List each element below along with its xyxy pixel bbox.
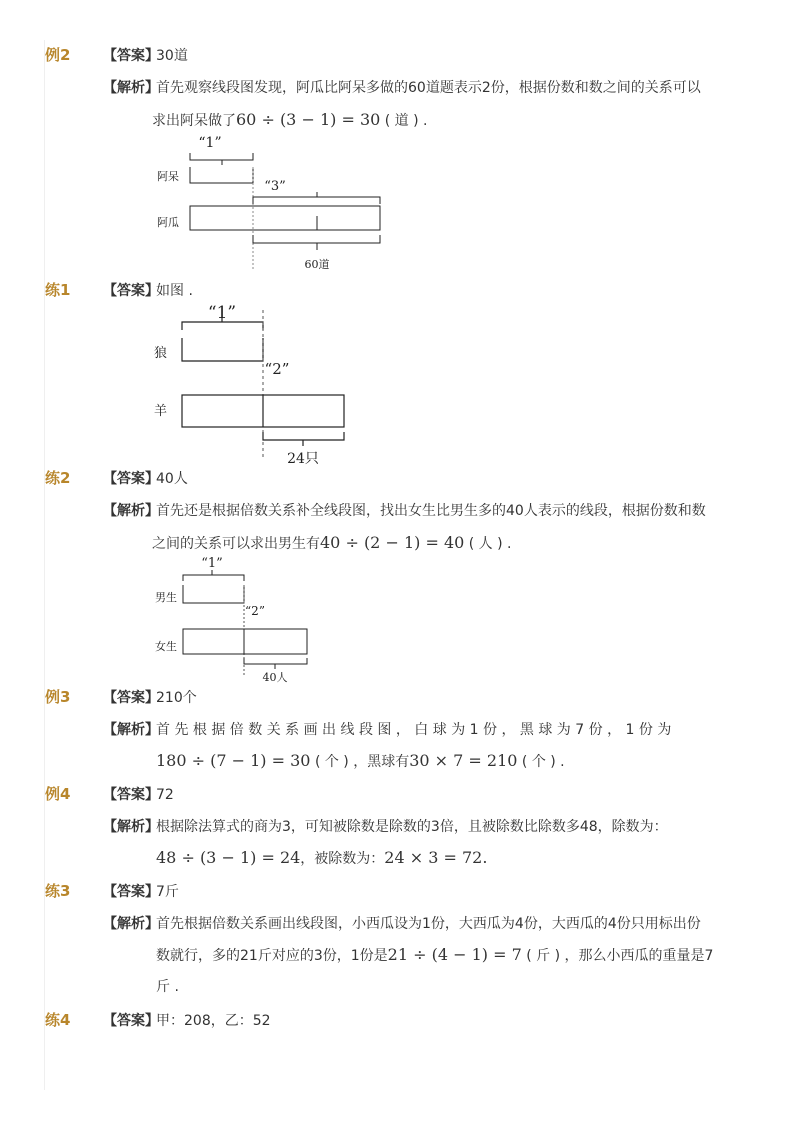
item-label: 练3 bbox=[45, 882, 71, 900]
analysis-line: 180 ÷ (7 − 1) = 30 ( 个 ) ，黑球有30 × 7 = 210 ( 个 ) . bbox=[156, 751, 565, 770]
analysis-line: 斤 . bbox=[156, 979, 179, 995]
row-label-1: 男生 bbox=[155, 591, 177, 604]
analysis-line: 首先根据倍数关系画出线段图，小西瓜设为1份，大西瓜为4份，大西瓜的4份只用标出份 bbox=[156, 916, 701, 932]
part-label-1: “1” bbox=[207, 303, 237, 323]
answer-tag: 【答案】 bbox=[103, 690, 159, 706]
part-label-1: “1” bbox=[201, 556, 223, 571]
item-label: 练2 bbox=[45, 469, 71, 487]
analysis-line: 首 先 根 据 倍 数 关 系 画 出 线 段 图 ， 白 球 为 1 份 ， 黑 球 为 7 份 ， 1 份 为 bbox=[156, 722, 672, 738]
segment-diagram bbox=[150, 300, 370, 470]
answer-tag: 【答案】 bbox=[103, 884, 159, 900]
analysis-line: 根据除法算式的商为3，可知被除数是除数的3倍，且被除数比除数多48，除数为： bbox=[156, 819, 668, 835]
answer-text: 甲：208，乙：52 bbox=[156, 1013, 271, 1029]
answer-tag: 【答案】 bbox=[103, 471, 159, 487]
left-margin-line bbox=[44, 40, 45, 1090]
analysis-tag: 【解析】 bbox=[103, 80, 159, 96]
analysis-tag: 【解析】 bbox=[103, 819, 159, 835]
analysis-line: 48 ÷ (3 − 1) = 24，被除数为：24 × 3 = 72. bbox=[156, 848, 488, 867]
analysis-line: 数就行，多的21斤对应的3份，1份是21 ÷ (4 − 1) = 7 ( 斤 ) ，那么小西瓜的重量是7 bbox=[156, 945, 714, 964]
answer-text: 如图 . bbox=[156, 283, 193, 299]
analysis-tag: 【解析】 bbox=[103, 503, 159, 519]
answer-text: 72 bbox=[156, 787, 174, 803]
item-label: 例2 bbox=[45, 46, 71, 64]
analysis-line: 首先还是根据倍数关系补全线段图，找出女生比男生多的40人表示的线段，根据份数和数 bbox=[156, 503, 706, 519]
segment-row1 bbox=[183, 585, 244, 603]
part-label-3: “3” bbox=[264, 179, 286, 194]
total-label: 40人 bbox=[262, 671, 288, 684]
item-label: 练4 bbox=[45, 1011, 71, 1029]
brace-top bbox=[183, 570, 244, 581]
segment-diagram bbox=[150, 135, 400, 270]
answer-text: 210个 bbox=[156, 690, 197, 706]
analysis-line: 之间的关系可以求出男生有40 ÷ (2 − 1) = 40 ( 人 ) . bbox=[152, 533, 512, 552]
row-label-2: 羊 bbox=[154, 404, 168, 419]
brace-bottom bbox=[263, 432, 344, 446]
row-label-2: 女生 bbox=[155, 640, 177, 653]
row-label-2: 阿瓜 bbox=[157, 216, 179, 229]
brace-bottom bbox=[253, 235, 380, 250]
segment-row2 bbox=[190, 206, 380, 230]
equation: 24 × 3 = 72. bbox=[384, 848, 488, 867]
equation: 21 ÷ (4 − 1) = 7 bbox=[387, 945, 522, 964]
item-label: 例4 bbox=[45, 785, 71, 803]
item-label: 练1 bbox=[45, 281, 71, 299]
row-label-1: 阿呆 bbox=[157, 170, 179, 183]
equation: 40 ÷ (2 − 1) = 40 bbox=[320, 533, 465, 552]
row-label-1: 狼 bbox=[154, 346, 168, 361]
equation: 48 ÷ (3 − 1) = 24 bbox=[156, 848, 301, 867]
equation: 60 ÷ (3 − 1) = 30 bbox=[236, 110, 381, 129]
analysis-tag: 【解析】 bbox=[103, 916, 159, 932]
answer-tag: 【答案】 bbox=[103, 787, 159, 803]
part-label-2: “2” bbox=[245, 604, 265, 618]
part-label-1: “1” bbox=[198, 135, 222, 151]
answer-text: 7斤 bbox=[156, 884, 179, 900]
brace-bottom bbox=[244, 658, 307, 669]
analysis-line: 首先观察线段图发现，阿瓜比阿呆多做的60道题表示2份，根据份数和数之间的关系可以 bbox=[156, 80, 701, 96]
answer-text: 40人 bbox=[156, 471, 188, 487]
answer-tag: 【答案】 bbox=[103, 48, 159, 64]
total-label: 24只 bbox=[287, 451, 319, 467]
segment-diagram bbox=[150, 555, 320, 685]
equation: 180 ÷ (7 − 1) = 30 bbox=[156, 751, 311, 770]
answer-tag: 【答案】 bbox=[103, 283, 159, 299]
answer-text: 30道 bbox=[156, 48, 188, 64]
brace-top bbox=[182, 317, 263, 330]
brace-top bbox=[190, 153, 253, 165]
equation: 30 × 7 = 210 bbox=[409, 751, 518, 770]
segment-row2 bbox=[183, 629, 307, 654]
segment-row1 bbox=[190, 167, 253, 183]
total-label: 60道 bbox=[304, 258, 330, 270]
part-label-2: “2” bbox=[264, 360, 290, 378]
segment-row1 bbox=[182, 338, 263, 361]
item-label: 例3 bbox=[45, 688, 71, 706]
analysis-tag: 【解析】 bbox=[103, 722, 159, 738]
analysis-line: 求出阿呆做了60 ÷ (3 − 1) = 30 ( 道 ) . bbox=[152, 110, 428, 129]
answer-tag: 【答案】 bbox=[103, 1013, 159, 1029]
